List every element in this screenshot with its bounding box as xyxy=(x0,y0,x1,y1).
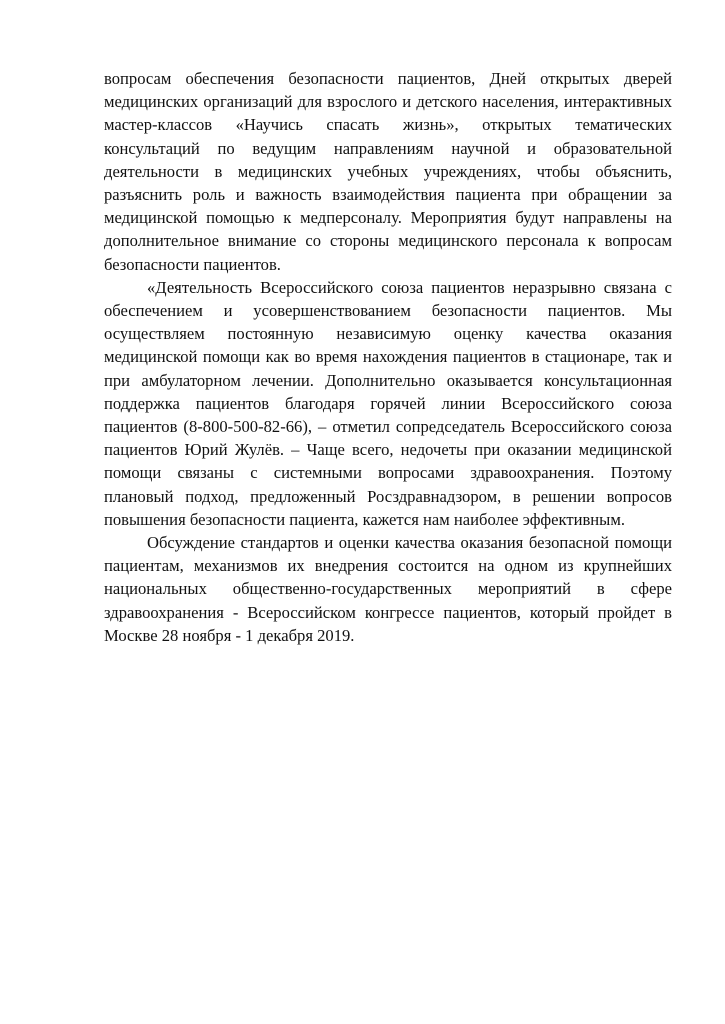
paragraph-quote: «Деятельность Всероссийского союза пациентов неразрывно связана с обеспечением и усовершенствованием безопасности пациентов. Мы осуществляем постоянную независимую оценку качества оказания медицинской помощи как во время нахождения пациентов в стационаре, так и при амбулаторном лечении. Дополнительно оказывается консультационная поддержка пациентов благодаря горячей линии Всероссийского союза пациентов (8-800-500-82-66), – отметил сопредседатель Всероссийского союза пациентов Юрий Жулёв. – Чаще всего, недочеты при оказании медицинской помощи связаны с системными вопросами здравоохранения. Поэтому плановый подход, предложенный Росздравнадзором, в решении вопросов повышения безопасности пациента, кажется нам наиболее эффективным. xyxy=(104,277,672,529)
paragraph-congress: Обсуждение стандартов и оценки качества оказания безопасной помощи пациентам, механизмов их внедрения состоится на одном из крупнейших национальных общественно-государственных мероприятий в сфере здравоохранения - Всероссийском конгрессе пациентов, который пройдет в Москве 28 ноября - 1 декабря 2019. xyxy=(104,533,672,645)
document-body xyxy=(104,67,672,647)
paragraph-continuation: вопросам обеспечения безопасности пациентов, Дней открытых дверей медицинских организаций для взрослого и детского населения, интерактивных мастер-классов «Научись спасать жизнь», открытых тематических консультаций по ведущим направлениям научной и образовательной деятельности в медицинских учебных учреждениях, чтобы объяснить, разъяснить роль и важность взаимодействия пациента при обращении за медицинской помощью к медперсоналу. Мероприятия будут направлены на дополнительное внимание со стороны медицинского персонала к вопросам безопасности пациентов. xyxy=(104,69,672,274)
